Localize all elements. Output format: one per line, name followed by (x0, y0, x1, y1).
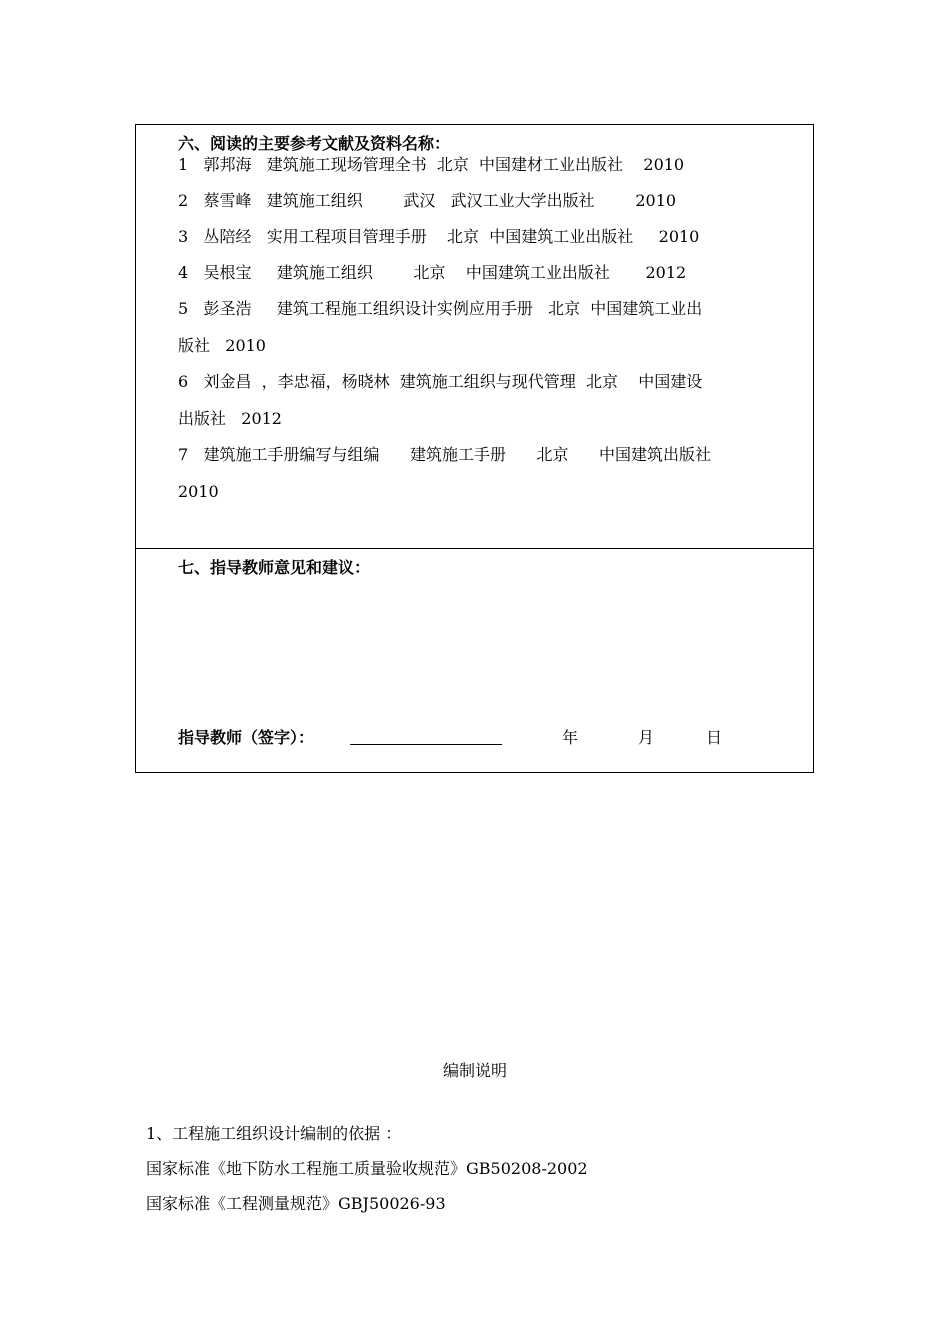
date-year: 年 (562, 728, 579, 747)
reference-line: 2010 (178, 482, 219, 501)
date-day: 日 (706, 728, 723, 747)
reference-line: 出版社 2012 (178, 409, 282, 428)
references-section (135, 124, 814, 549)
references-heading: 六、阅读的主要参考文献及资料名称： (178, 134, 451, 153)
reference-line: 2 蔡雪峰 建筑施工组织 武汉 武汉工业大学出版社 2010 (178, 191, 677, 210)
reference-line: 版社 2010 (178, 336, 266, 355)
reference-line: 4 吴根宝 建筑施工组织 北京 中国建筑工业出版社 2012 (178, 263, 687, 282)
body-line: 国家标准《地下防水工程施工质量验收规范》GB50208-2002 (146, 1159, 588, 1178)
document-title: 编制说明 (442, 1061, 507, 1080)
body-line: 1、工程施工组织设计编制的依据 ： (146, 1124, 402, 1143)
date-month: 月 (638, 728, 655, 747)
reference-line: 6 刘金昌 ，李忠福，杨晓林 建筑施工组织与现代管理 北京 中国建设 (178, 372, 703, 391)
reference-line: 5 彭圣浩 建筑工程施工组织设计实例应用手册 北京 中国建筑工业出 (178, 299, 703, 318)
body-line: 国家标准《工程测量规范》GBJ50026-93 (146, 1194, 446, 1213)
signature-label: 指导教师（签字）： (178, 728, 315, 747)
signature-blank-line[interactable] (350, 744, 502, 745)
reference-line: 3 丛陪经 实用工程项目管理手册 北京 中国建筑工业出版社 2010 (178, 227, 700, 246)
advisor-opinion-heading: 七、指导教师意见和建议： (178, 558, 371, 577)
reference-line: 1 郭邦海 建筑施工现场管理全书 北京 中国建材工业出版社 2010 (178, 155, 685, 174)
reference-line: 7 建筑施工手册编写与组编 建筑施工手册 北京 中国建筑出版社 (178, 445, 711, 464)
signature-row (178, 725, 778, 749)
advisor-opinion-section (135, 548, 814, 773)
